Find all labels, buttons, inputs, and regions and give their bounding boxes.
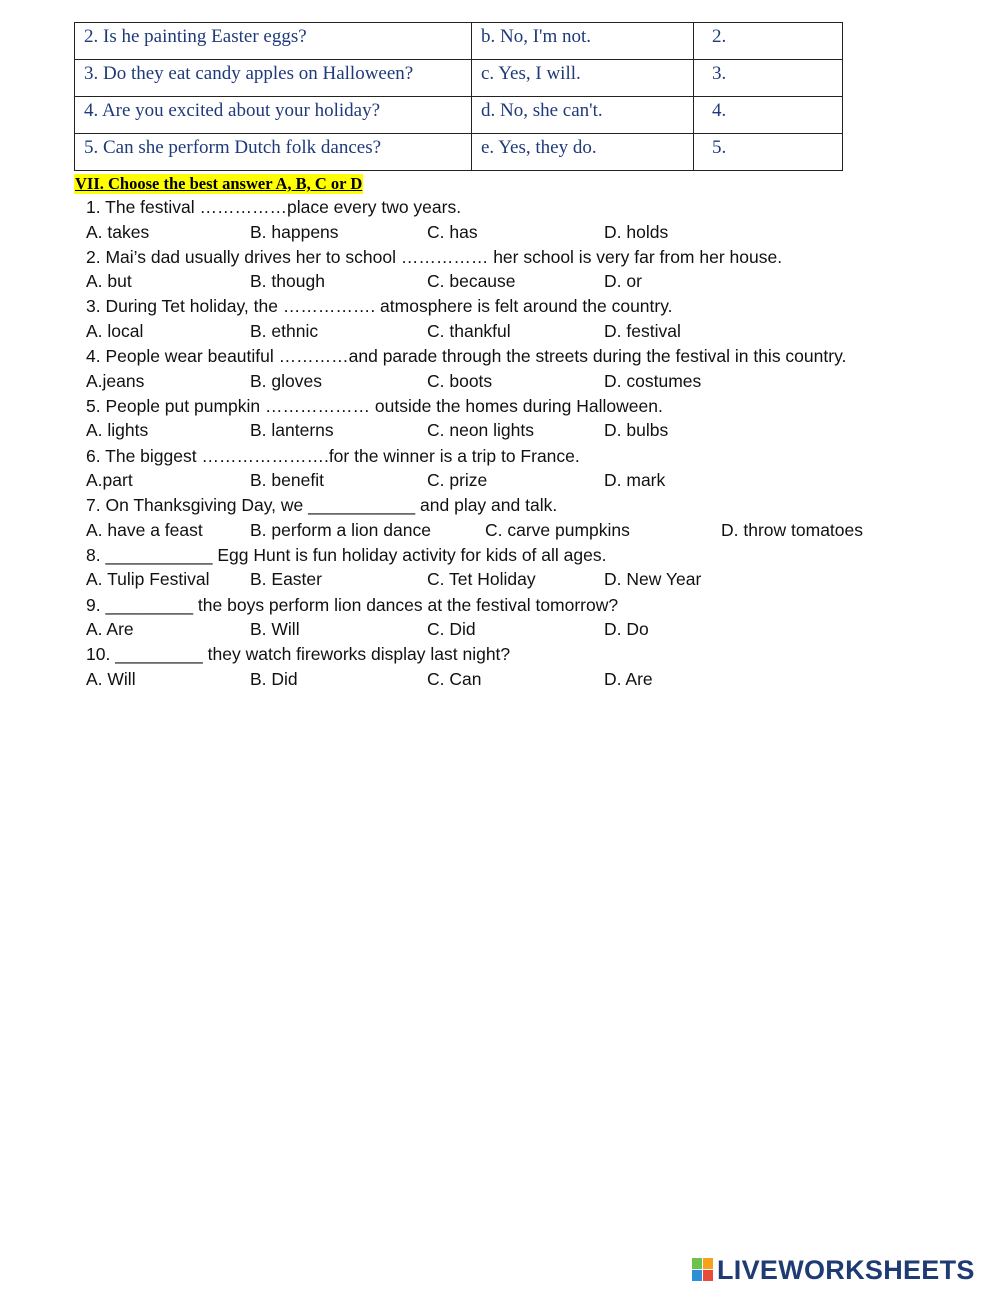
answer-option[interactable]: C. Tet Holiday — [427, 569, 536, 590]
liveworksheets-logo-icon — [692, 1258, 714, 1282]
answer-option[interactable]: D. bulbs — [604, 420, 669, 441]
question-text: 6. The biggest ………………….for the winner is a trip to France. — [86, 445, 580, 466]
question-text: 4. People wear beautiful …………and parade through the streets during the festival in this country. — [86, 346, 847, 367]
matching-table — [74, 22, 843, 171]
answer-option[interactable]: A. have a feast — [86, 519, 203, 540]
answer-option[interactable]: D. holds — [604, 221, 669, 242]
table-row — [75, 60, 843, 97]
question-cell: 4. Are you excited about your holiday? — [75, 97, 472, 134]
question-text: 8. ___________ Egg Hunt is fun holiday activity for kids of all ages. — [86, 544, 607, 565]
answer-option[interactable]: B. perform a lion dance — [250, 519, 431, 540]
question-text: 10. _________ they watch fireworks display last night? — [86, 644, 511, 665]
answer-cell: b. No, I'm not. — [472, 23, 694, 60]
answer-option[interactable]: C. prize — [427, 470, 488, 490]
answer-option[interactable]: B. Will — [250, 619, 300, 640]
question-text: 7. On Thanksgiving Day, we ___________ and play and talk. — [86, 495, 558, 516]
answer-option[interactable]: D. throw tomatoes — [721, 519, 863, 540]
logo-text: LIVEWORKSHEETS — [717, 1255, 975, 1285]
match-number-cell[interactable]: 5. — [694, 134, 843, 171]
answer-option[interactable]: B. though — [250, 271, 325, 292]
answer-option[interactable]: D. costumes — [604, 370, 702, 391]
answer-option[interactable]: A. local — [86, 320, 144, 341]
section-title: VII. Choose the best answer A, B, C or D — [75, 174, 363, 193]
liveworksheets-logo — [692, 1256, 975, 1284]
question-cell: 5. Can she perform Dutch folk dances? — [75, 134, 472, 171]
answer-option[interactable]: D. festival — [604, 320, 681, 341]
answer-option[interactable]: C. boots — [427, 370, 493, 391]
question-text: 5. People put pumpkin ……………… outside the homes during Halloween. — [86, 395, 663, 416]
answer-option[interactable]: C. Can — [427, 668, 482, 689]
answer-option[interactable]: C. Did — [427, 619, 476, 640]
answer-option[interactable]: A.part — [86, 470, 133, 490]
answer-cell: e. Yes, they do. — [472, 134, 694, 171]
question-cell: 2. Is he painting Easter eggs? — [75, 23, 472, 60]
answer-option[interactable]: A. takes — [86, 221, 150, 242]
answer-option[interactable]: C. because — [427, 271, 516, 292]
answer-cell: c. Yes, I will. — [472, 60, 694, 97]
answer-option[interactable]: C. has — [427, 221, 478, 242]
answer-option[interactable]: B. gloves — [250, 370, 322, 391]
answer-option[interactable]: B. lanterns — [250, 420, 334, 441]
table-row — [75, 23, 843, 60]
answer-option[interactable]: D. mark — [604, 470, 666, 490]
answer-option[interactable]: B. benefit — [250, 470, 324, 490]
answer-option[interactable]: A. but — [86, 271, 132, 292]
answer-option[interactable]: D. or — [604, 271, 642, 292]
question-text: 2. Mai’s dad usually drives her to school …………… her school is very far from her house. — [86, 246, 783, 267]
answer-cell: d. No, she can't. — [472, 97, 694, 134]
question-cell: 3. Do they eat candy apples on Halloween? — [75, 60, 472, 97]
answer-option[interactable]: A. Will — [86, 668, 136, 689]
answer-option[interactable]: B. Did — [250, 668, 298, 689]
match-number-cell[interactable]: 4. — [694, 97, 843, 134]
table-row — [75, 97, 843, 134]
answer-option[interactable]: B. happens — [250, 221, 339, 242]
match-number-cell[interactable]: 3. — [694, 60, 843, 97]
answer-option[interactable]: A.jeans — [86, 370, 145, 391]
answer-option[interactable]: A. Are — [86, 619, 134, 640]
table-row — [75, 134, 843, 171]
answer-option[interactable]: C. neon lights — [427, 420, 535, 441]
answer-option[interactable]: D. New Year — [604, 569, 702, 590]
question-text: 1. The festival ……………place every two years. — [86, 197, 462, 217]
question-text: 3. During Tet holiday, the ……………. atmosphere is felt around the country. — [86, 296, 673, 317]
answer-option[interactable]: C. thankful — [427, 320, 511, 341]
question-text: 9. _________ the boys perform lion dances at the festival tomorrow? — [86, 594, 619, 615]
match-number-cell[interactable]: 2. — [694, 23, 843, 60]
answer-option[interactable]: C. carve pumpkins — [485, 519, 630, 540]
answer-option[interactable]: A. lights — [86, 420, 149, 441]
answer-option[interactable]: A. Tulip Festival — [86, 569, 210, 590]
answer-option[interactable]: B. Easter — [250, 569, 322, 590]
answer-option[interactable]: D. Do — [604, 619, 649, 640]
answer-option[interactable]: D. Are — [604, 668, 653, 689]
answer-option[interactable]: B. ethnic — [250, 320, 319, 341]
